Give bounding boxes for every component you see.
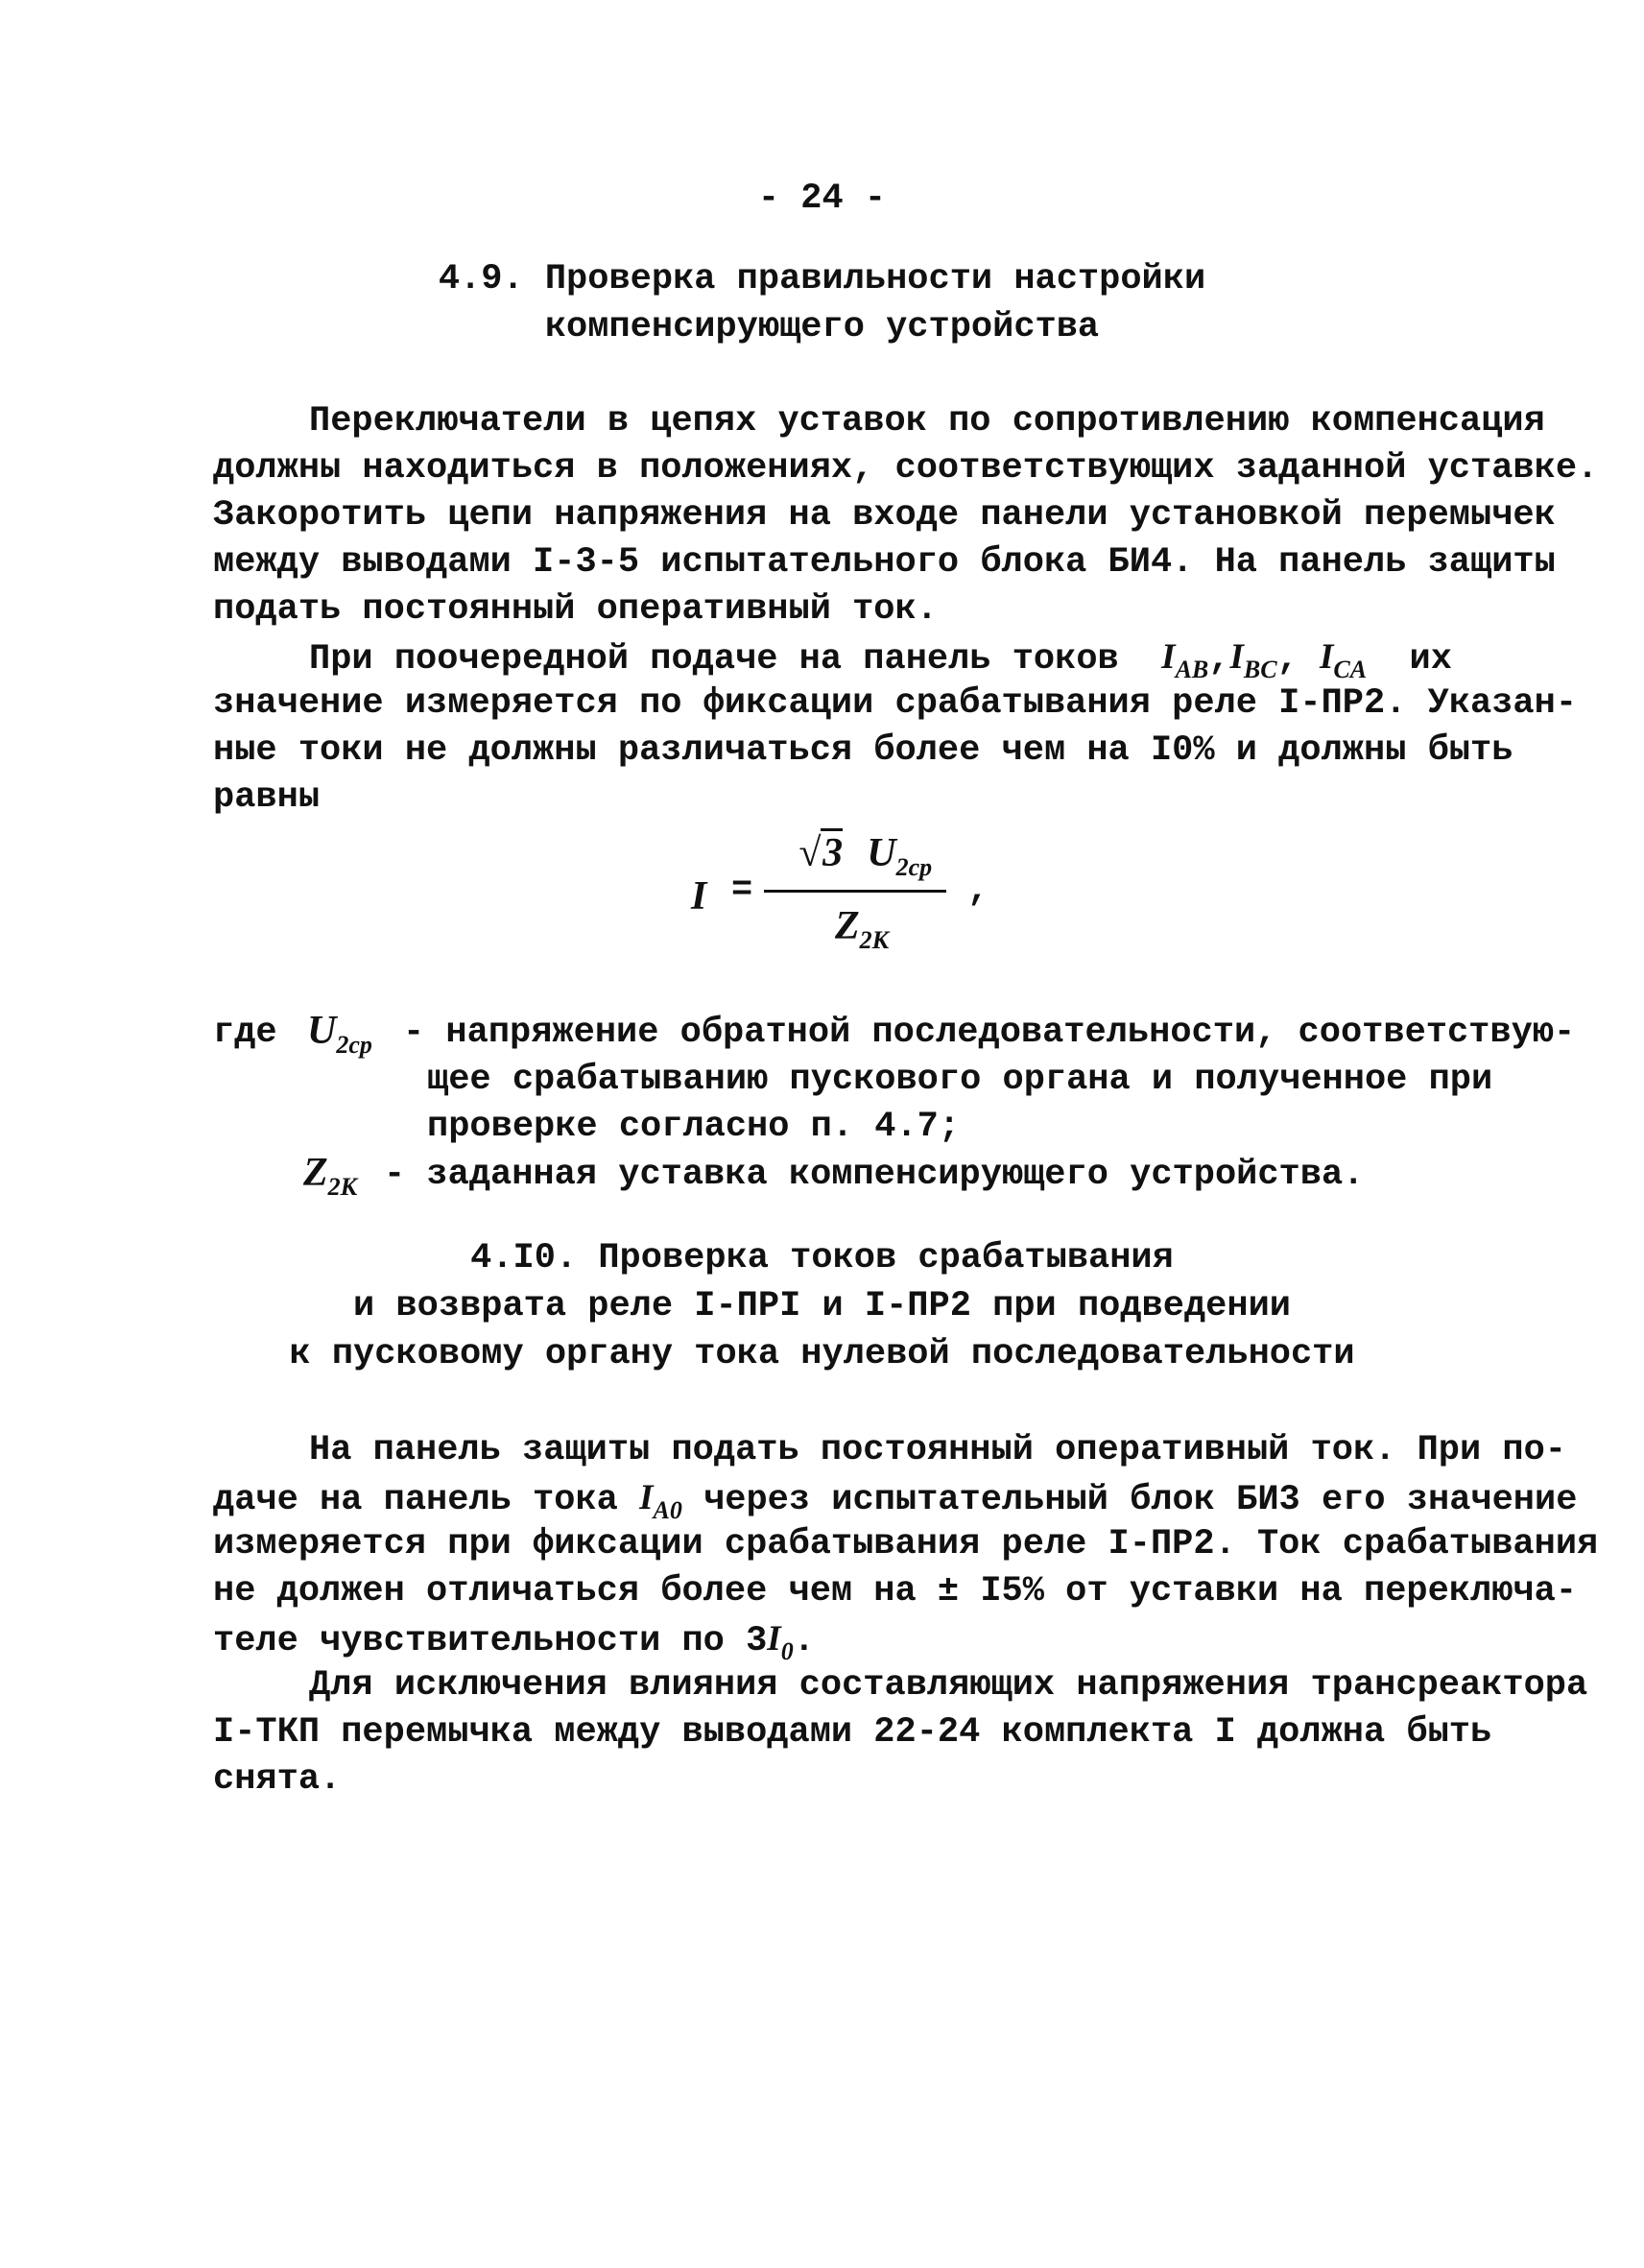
paragraph-line: Переключатели в цепях уставок по сопротивлению компенсация: [309, 401, 1545, 442]
formula-denominator-symbol: Z: [835, 904, 860, 948]
formula-denominator: [835, 903, 890, 954]
formula-denominator-subscript: 2К: [859, 926, 890, 954]
paragraph-line: На панель защиты подать постоянный оперативный ток. При по-: [309, 1430, 1567, 1470]
current-a0-subscript: А0: [653, 1496, 682, 1524]
formula-numerator: √3 $U_{2ср}$: [798, 830, 932, 878]
formula-numerator-symbol: U: [867, 831, 896, 875]
definition-line: проверке согласно п. 4.7;: [427, 1107, 961, 1147]
paragraph-line-currents: [309, 636, 1452, 683]
formula-comma: ,: [967, 871, 989, 911]
definition-line: - напряжение обратной последовательности, соответствую-: [403, 1013, 1576, 1053]
paragraph-line: Для исключения влияния составляющих напряжения трансреактора: [309, 1665, 1588, 1706]
paragraph-line: ные токи не должны различаться более чем на I0% и должны быть: [213, 730, 1513, 771]
paragraph-line-sensitivity: [213, 1618, 815, 1665]
current-ab-subscript: AB: [1175, 656, 1209, 683]
formula-equals: =: [731, 871, 753, 911]
definition-z-subscript: 2К: [327, 1173, 358, 1201]
text: через испытательный блок БИ3 его значение: [703, 1480, 1578, 1520]
text: теле чувствительности по 3: [213, 1621, 768, 1661]
paragraph-line: измеряется при фиксации срабатывания реле I-ПР2. Ток срабатывания: [213, 1524, 1599, 1564]
current-ca-subscript: CA: [1333, 656, 1368, 683]
current-bc-symbol: I: [1229, 637, 1244, 677]
paragraph-line: подать постоянный оперативный ток.: [213, 589, 938, 630]
text: При поочередной подаче на панель токов: [309, 639, 1119, 680]
current-zero-subscript: 0: [780, 1637, 794, 1665]
definition-line: - заданная уставка компенсирующего устройства.: [384, 1155, 1365, 1195]
fraction-bar: [764, 890, 946, 893]
paragraph-line: I-ТКП перемычка между выводами 22-24 комплекта I должна быть: [213, 1712, 1492, 1753]
page-number: - 24 -: [757, 179, 887, 219]
current-ab-symbol: I: [1161, 637, 1176, 677]
separator: ,: [1208, 639, 1230, 680]
text: .: [793, 1621, 815, 1661]
paragraph-line-current: [213, 1477, 1578, 1524]
paragraph-line: равны: [213, 777, 321, 818]
separator: ,: [1276, 639, 1299, 680]
paragraph-line: Закоротить цепи напряжения на входе панели установкой перемычек: [213, 495, 1556, 536]
definition-u-subscript: 2ср: [336, 1031, 372, 1059]
formula-numerator-subscript: 2ср: [895, 853, 933, 881]
formula-sqrt-argument: 3: [821, 828, 843, 875]
paragraph-line: значение измеряется по фиксации срабатывания реле I-ПР2. Указан-: [213, 683, 1578, 724]
current-a0-symbol: I: [639, 1478, 654, 1517]
section-heading-4-9-line2: компенсирующего устройства: [544, 307, 1100, 347]
text: даче на панель тока: [213, 1480, 618, 1520]
definitions-where: где: [213, 1013, 277, 1053]
section-heading-4-10-line1: 4.I0. Проверка токов срабатывания: [470, 1238, 1174, 1278]
formula: [662, 830, 1046, 955]
text: их: [1409, 639, 1452, 680]
current-bc-subscript: BC: [1243, 656, 1277, 683]
definition-line: щее срабатыванию пускового органа и полученное при: [427, 1060, 1493, 1100]
formula-lhs: I: [691, 874, 707, 919]
paragraph-line: снята.: [213, 1759, 342, 1800]
definition-u-symbol: $U_{2ср}$: [307, 1009, 372, 1059]
section-heading-4-10-line3: к пусковому органу тока нулевой последовательности: [289, 1334, 1355, 1374]
section-heading-4-10-line2: и возврата реле I-ПРI и I-ПР2 при подведении: [353, 1286, 1291, 1326]
current-ca-symbol: I: [1320, 637, 1334, 677]
paragraph-line: не должен отличаться более чем на ± I5% от уставки на переключа-: [213, 1571, 1578, 1611]
section-heading-4-9-line1: 4.9. Проверка правильности настройки: [438, 259, 1206, 299]
paragraph-line: между выводами I-3-5 испытательного блока БИ4. На панель защиты: [213, 542, 1556, 583]
definition-z-symbol: $Z_{2К}$: [303, 1151, 358, 1201]
paragraph-line: должны находиться в положениях, соответствующих заданной уставке.: [213, 448, 1599, 489]
current-zero-symbol: I: [767, 1619, 781, 1659]
